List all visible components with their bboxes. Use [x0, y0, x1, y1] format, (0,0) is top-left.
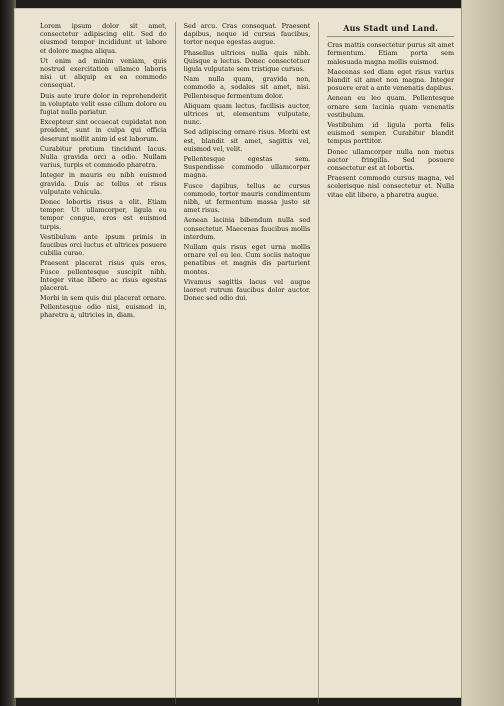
- spine-edge: [461, 0, 504, 706]
- column-2-paragraph: Sed arcu. Cras consequat. Praesent dapibus, neque id cursus faucibus, tortor neque egestas augue.: [183, 22, 311, 47]
- column-1-paragraph: Excepteur sint occaecat cupidatat non proident, sunt in culpa qui officia deserunt mollit anim id est laborum.: [40, 118, 167, 143]
- column-1-paragraph: Praesent placerat risus quis eros. Fusce pellentesque suscipit nibh. Integer vitae libero ac risus egestas placerat.: [40, 259, 167, 293]
- column-1-paragraph: Curabitur pretium tincidunt lacus. Nulla gravida orci a odio. Nullam varius, turpis et commodo pharetra.: [40, 144, 167, 170]
- column-3-paragraph: Aenean eu leo quam. Pellentesque ornare sem lacinia quam venenatis vestibulum.: [327, 94, 455, 119]
- column-3-paragraph: Vestibulum id ligula porta felis euismod semper. Curabitur blandit tempus porttitor.: [327, 121, 455, 146]
- column-3-paragraph: Maecenas sed diam eget risus varius blandit sit amet non magna. Integer posuere erat a ante venenatis dapibus.: [327, 67, 455, 93]
- column-3-paragraph: Cras mattis consectetur purus sit amet fermentum. Etiam porta sem malesuada magna mollis euismod.: [327, 41, 455, 66]
- column-2-paragraph: Nam nulla quam, gravida non, commodo a, sodales sit amet, nisi. Pellentesque fermentum dolor.: [183, 75, 311, 100]
- column-2-paragraph: Sed adipiscing ornare risus. Morbi est est, blandit sit amet, sagittis vel, euismod vel, velit.: [183, 128, 311, 153]
- section-divider: [327, 36, 454, 37]
- column-1-paragraph: Morbi in sem quis dui placerat ornare. Pellentesque odio nisi, euismod in, pharetra a, ultricies in, diam.: [40, 294, 167, 319]
- column-1-paragraph: Ut enim ad minim veniam, quis nostrud exercitation ullamco laboris nisi ut aliquip ex ea commodo consequat.: [40, 56, 167, 90]
- column-1-paragraph: Vestibulum ante ipsum primis in faucibus orci luctus et ultrices posuere cubilia curae.: [40, 232, 167, 258]
- column-1-paragraph: Duis aute irure dolor in reprehenderit in voluptate velit esse cillum dolore eu fugiat nulla pariatur.: [40, 91, 167, 117]
- section-heading: Aus Stadt und Land.: [343, 23, 439, 33]
- column-rule-1: [175, 22, 176, 704]
- column-1: [40, 22, 167, 704]
- column-3-paragraph: Praesent commodo cursus magna, vel scelerisque nisl consectetur et. Nulla vitae elit libero, a pharetra augue.: [327, 174, 455, 199]
- column-1-paragraph: Integer in mauris eu nibh euismod gravida. Duis ac tellus et risus vulputate vehicula.: [40, 171, 167, 196]
- column-3: [327, 22, 454, 704]
- column-1-paragraph: Lorem ipsum dolor sit amet, consectetur adipiscing elit. Sed do eiusmod tempor incididunt ut labore et dolore magna aliqua.: [40, 22, 167, 55]
- text-columns: [40, 22, 454, 704]
- column-2: [184, 22, 311, 704]
- newspaper-page: [14, 8, 482, 698]
- column-2-paragraph: Aenean lacinia bibendum nulla sed consectetur. Maecenas faucibus mollis interdum.: [183, 216, 311, 241]
- column-2-paragraph: Nullam quis risus eget urna mollis ornare vel eu leo. Cum sociis natoque penatibus et magnis dis parturient montes.: [183, 243, 311, 276]
- column-2-paragraph: Fusce dapibus, tellus ac cursus commodo, tortor mauris condimentum nibh, ut fermentum massa justo sit amet risus.: [183, 181, 311, 215]
- column-2-paragraph: Pellentesque egestas sem. Suspendisse commodo ullamcorper magna.: [183, 155, 311, 180]
- column-3-paragraph: Donec ullamcorper nulla non metus auctor fringilla. Sed posuere consectetur est at lobortis.: [327, 147, 455, 173]
- column-2-paragraph: Vivamus sagittis lacus vel augue laoreet rutrum faucibus dolor auctor. Donec sed odio dui.: [183, 277, 311, 303]
- column-rule-2: [318, 22, 319, 704]
- column-2-paragraph: Phasellus ultrices nulla quis nibh. Quisque a lectus. Donec consectetuer ligula vulputate sem tristique cursus.: [183, 48, 311, 74]
- column-2-paragraph: Aliquam quam lectus, facilisis auctor, ultrices ut, elementum vulputate, nunc.: [183, 101, 311, 127]
- column-1-paragraph: Donec lobortis risus a elit. Etiam tempor. Ut ullamcorper, ligula eu tempor congue, eros est euismod turpis.: [40, 198, 167, 231]
